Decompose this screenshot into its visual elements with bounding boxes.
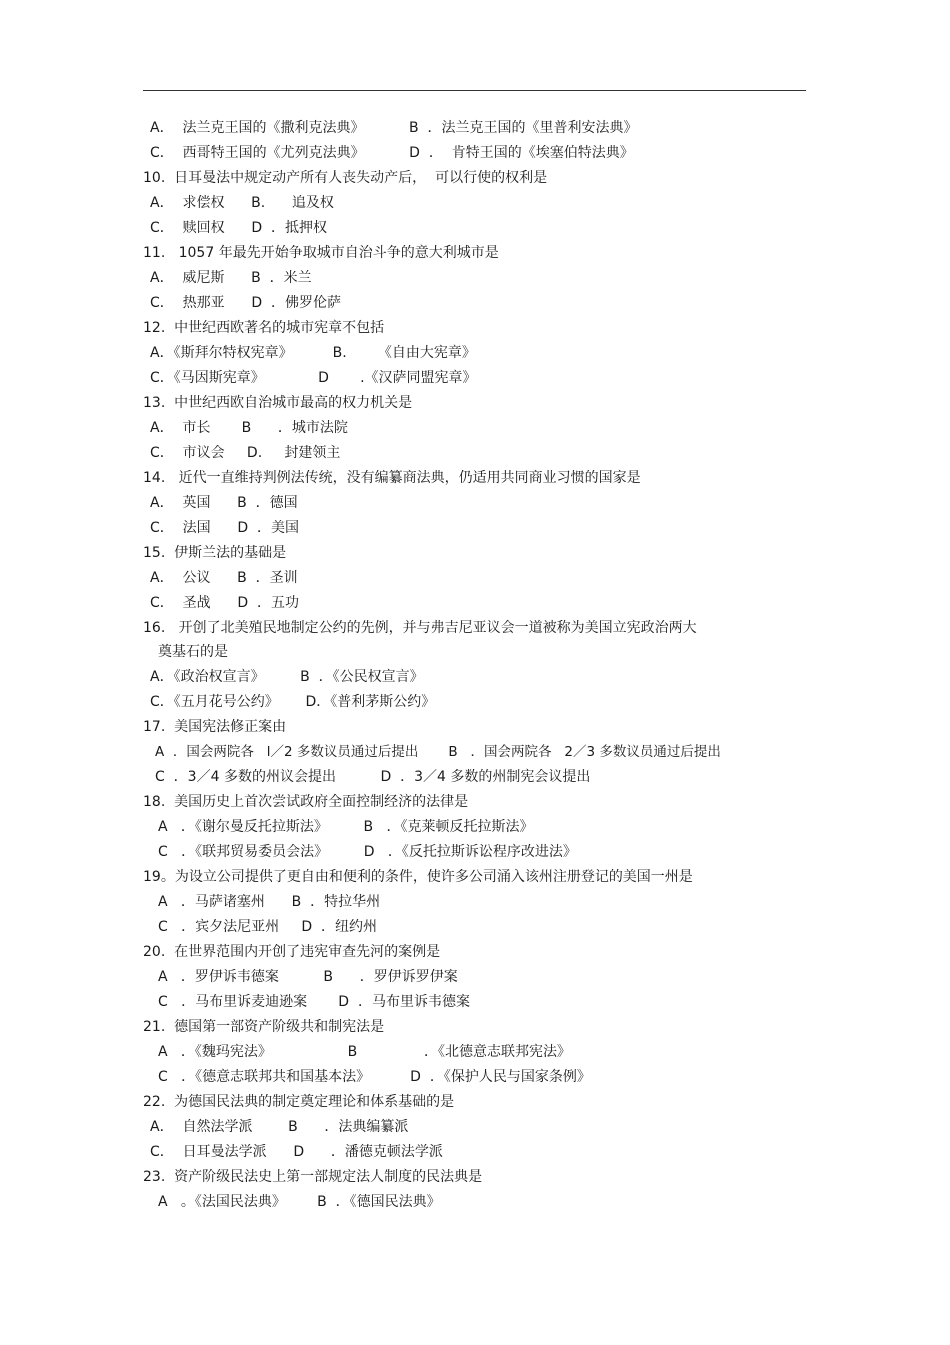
option-line: C ．3／4 多数的州议会提出 D ．3／4 多数的州制宪会议提出 [155, 769, 591, 785]
option-line: C． 法国 D ．美国 [150, 520, 300, 536]
option-line: A． 公议 B ．圣训 [150, 570, 298, 586]
question-line: 23. 资产阶级民法史上第一部规定法人制度的民法典是 [143, 1169, 483, 1185]
question-line: 19。为设立公司提供了更自由和便利的条件，使许多公司涌入该州注册登记的美国一州是 [143, 869, 693, 885]
question-line: 21. 德国第一部资产阶级共和制宪法是 [143, 1019, 385, 1035]
option-line: C． 圣战 D ．五功 [150, 595, 300, 611]
option-line: C ．宾夕法尼亚州 D ．纽约州 [158, 919, 378, 935]
option-line: C ．马布里诉麦迪逊案 D ．马布里诉韦德案 [158, 994, 470, 1010]
option-line: C． 日耳曼法学派 D ．潘德克顿法学派 [150, 1144, 443, 1160]
option-line: A． 英国 B ．德国 [150, 495, 298, 511]
option-line: A 。《法国民法典》 B ．《德国民法典》 [158, 1194, 441, 1210]
question-line: 12. 中世纪西欧著名的城市宪章不包括 [143, 320, 385, 336]
option-line: A． 威尼斯 B ．米兰 [150, 270, 312, 286]
option-line: A． 求偿权 B. 追及权 [150, 195, 334, 211]
option-line: C． 市议会 D. 封建领主 [150, 445, 341, 461]
option-line: A ．国会两院各 l／2 多数议员通过后提出 B ．国会两院各 2／3 多数议员通过后提出 [155, 744, 721, 760]
option-line: C ．《德意志联邦共和国基本法》 D ．《保护人民与国家条例》 [158, 1069, 591, 1085]
option-line: C． 赎回权 D ．抵押权 [150, 220, 328, 236]
option-line: C．《五月花号公约》 D．《普利茅斯公约》 [150, 694, 436, 710]
option-line: A． 法兰克王国的《撒利克法典》 B ．法兰克王国的《里普利安法典》 [150, 120, 638, 136]
question-line: 22. 为德国民法典的制定奠定理论和体系基础的是 [143, 1094, 455, 1110]
option-line: C ．《联邦贸易委员会法》 D ．《反托拉斯诉讼程序改进法》 [158, 844, 577, 860]
option-line: A ．罗伊诉韦德案 B ．罗伊诉罗伊案 [158, 969, 458, 985]
option-line: A．《政治权宣言》 B ．《公民权宣言》 [150, 669, 424, 685]
option-line: C． 热那亚 D ．佛罗伦萨 [150, 295, 342, 311]
option-line: A ．《谢尔曼反托拉斯法》 B ．《克莱顿反托拉斯法》 [158, 819, 534, 835]
question-line: 11. 1057 年最先开始争取城市自治斗争的意大利城市是 [143, 245, 499, 261]
question-line: 14. 近代一直维持判例法传统，没有编纂商法典，仍适用共同商业习惯的国家是 [143, 470, 641, 486]
question-line: 18. 美国历史上首次尝试政府全面控制经济的法律是 [143, 794, 469, 810]
option-line: A． 自然法学派 B ．法典编纂派 [150, 1119, 409, 1135]
option-line: A．《斯拜尔特权宪章》 B. 《自由大宪章》 [150, 345, 476, 361]
question-line: 17. 美国宪法修正案由 [143, 719, 287, 735]
question-line: 10. 日耳曼法中规定动产所有人丧失动产后， 可以行使的权利是 [143, 170, 548, 186]
question-line: 16. 开创了北美殖民地制定公约的先例，并与弗吉尼亚议会一道被称为美国立宪政治两大 [143, 620, 697, 636]
option-line: A ．马萨诸塞州 B ．特拉华州 [158, 894, 381, 910]
question-line: 20. 在世界范围内开创了违宪审查先河的案例是 [143, 944, 441, 960]
question-line: 13. 中世纪西欧自治城市最高的权力机关是 [143, 395, 413, 411]
header-rule [143, 90, 806, 91]
option-line: C．《马因斯宪章》 D .《汉萨同盟宪章》 [150, 370, 477, 386]
question-line: 15. 伊斯兰法的基础是 [143, 545, 287, 561]
option-line: C． 西哥特王国的《尤列克法典》 D ． 肯特王国的《埃塞伯特法典》 [150, 145, 634, 161]
option-line: A ．《魏玛宪法》 B ．《北德意志联邦宪法》 [158, 1044, 571, 1060]
question-continuation: 奠基石的是 [158, 644, 228, 660]
option-line: A． 市长 B ．城市法院 [150, 420, 348, 436]
